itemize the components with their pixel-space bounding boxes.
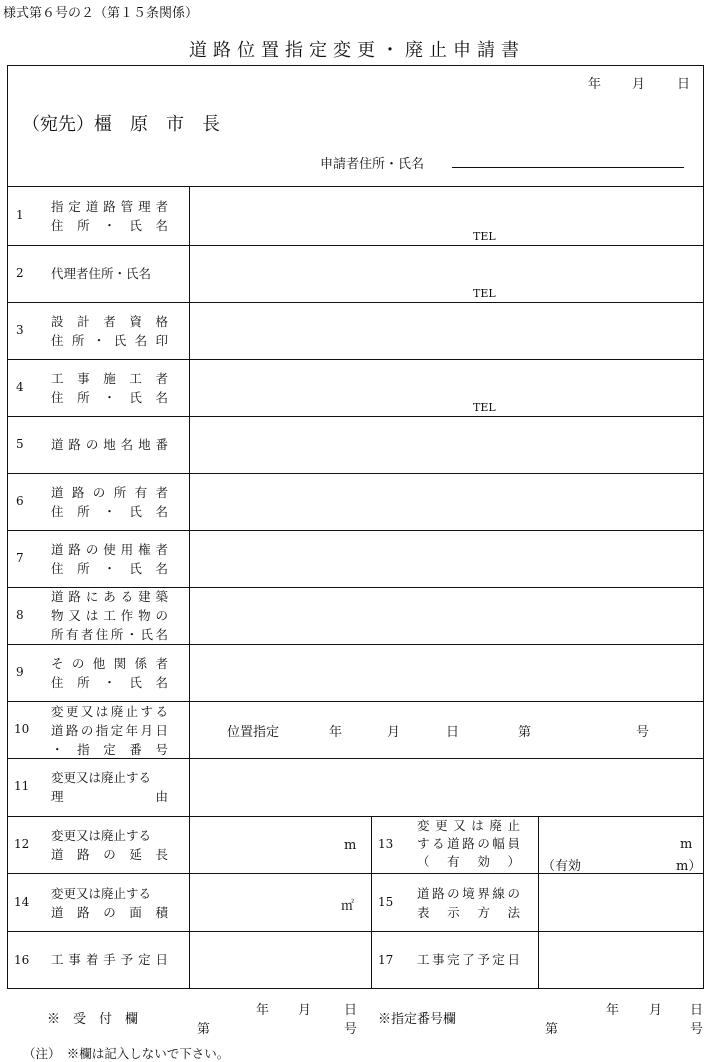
divider: [7, 816, 704, 817]
receipt-month-label: 月: [298, 1003, 312, 1018]
receipt-go-label: 号: [344, 1022, 358, 1037]
row-number: 2: [16, 266, 24, 280]
divider: [7, 473, 704, 474]
column-divider: [371, 816, 372, 989]
row-label: 変更又は廃止する 道路の指定年月日 ・指定番号: [51, 704, 168, 757]
divider: [7, 530, 704, 531]
unit-meter: m: [680, 837, 693, 852]
row-number: 11: [14, 779, 30, 793]
row-label: その他関係者 住所・氏名: [51, 656, 168, 690]
designation-prefix: 位置指定: [227, 725, 280, 740]
row-label: 道路の使用権者 住所・氏名: [51, 542, 168, 576]
document-title: 道路位置指定変更・廃止申請書: [189, 40, 525, 61]
column-divider: [189, 186, 190, 989]
date-month-label: 月: [632, 77, 646, 92]
row-label: 変更又は廃止する 道路の延長: [51, 828, 168, 862]
divider: [7, 416, 704, 417]
row-number: 17: [378, 953, 394, 967]
receipt-day-label: 日: [344, 1003, 358, 1018]
divider: [7, 931, 704, 932]
divider: [7, 359, 704, 360]
designation-dai-label: 第: [518, 725, 532, 740]
row-label: 道路の地名地番: [51, 437, 168, 452]
row-number: 8: [16, 608, 24, 622]
row-number: 9: [16, 665, 24, 679]
tel-label: TEL: [473, 287, 496, 300]
row-label: 設計者資格 住所・氏名印: [51, 314, 168, 348]
row-number: 3: [16, 323, 24, 337]
divider: [7, 644, 704, 645]
row-label: 工事施工者 住所・氏名: [51, 371, 168, 405]
applicant-label: 申請者住所・氏名: [320, 157, 425, 172]
row-label: 代理者住所・氏名: [51, 266, 152, 281]
row-number: 5: [16, 437, 24, 451]
row-number: 4: [16, 380, 24, 394]
row-number: 1: [16, 208, 24, 222]
designation-year-label: 年: [329, 725, 343, 740]
row-number: 7: [16, 551, 24, 565]
unit-meter-close: m）: [676, 859, 702, 874]
column-divider: [538, 816, 539, 989]
divider: [7, 245, 704, 246]
designation-go-label: 号: [636, 725, 650, 740]
divider: [7, 302, 704, 303]
designation-number-label: ※指定番号欄: [378, 1012, 457, 1027]
tel-label: TEL: [473, 230, 496, 243]
designation-month-label: 月: [387, 725, 401, 740]
row-label: 変更又は廃止する 理由: [51, 770, 168, 804]
row-number: 14: [14, 895, 30, 909]
designation-day-label: 日: [690, 1003, 704, 1018]
receipt-label: ※ 受 付 欄: [47, 1012, 139, 1027]
row-label: 変更又は廃止 する道路の幅員 （有効）: [417, 818, 520, 869]
row-label: 工事完了予定日: [417, 952, 520, 967]
row-number: 15: [378, 895, 394, 909]
designation-day-label: 日: [446, 725, 460, 740]
footnote: （注） ※欄は記入しないで下さい。: [23, 1046, 230, 1061]
addressee: （宛先）橿 原 市 長: [22, 114, 220, 135]
designation-month-label: 月: [649, 1003, 663, 1018]
applicant-signature-line[interactable]: [452, 167, 684, 168]
receipt-year-label: 年: [256, 1003, 270, 1018]
unit-square-meter: ㎡: [341, 899, 355, 914]
row-label: 工事着手予定日: [51, 952, 168, 967]
row-label: 道路の境界線の 表示方法: [417, 886, 520, 920]
row-label: 道路にある建築 物又は工作物の 所有者住所・氏名: [51, 589, 168, 642]
designation-go-label: 号: [690, 1022, 704, 1037]
effective-label: （有効: [542, 859, 582, 874]
row-number: 12: [14, 837, 30, 851]
receipt-dai-label: 第: [197, 1022, 211, 1037]
row-label: 道路の所有者 住所・氏名: [51, 485, 168, 519]
unit-meter: m: [344, 838, 357, 853]
row-number: 10: [14, 722, 30, 736]
designation-dai-label: 第: [545, 1022, 559, 1037]
date-day-label: 日: [677, 77, 691, 92]
row-number: 16: [14, 953, 30, 967]
date-year-label: 年: [588, 77, 602, 92]
row-number: 6: [16, 494, 24, 508]
tel-label: TEL: [473, 401, 496, 414]
designation-year-label: 年: [606, 1003, 620, 1018]
row-label: 変更又は廃止する 道路の面積: [51, 886, 168, 920]
row-label: 指定道路管理者 住所・氏名: [51, 199, 168, 233]
form-id: 様式第６号の２（第１５条関係）: [3, 6, 199, 21]
divider: [7, 873, 704, 874]
divider: [7, 186, 704, 187]
row-number: 13: [378, 837, 394, 851]
